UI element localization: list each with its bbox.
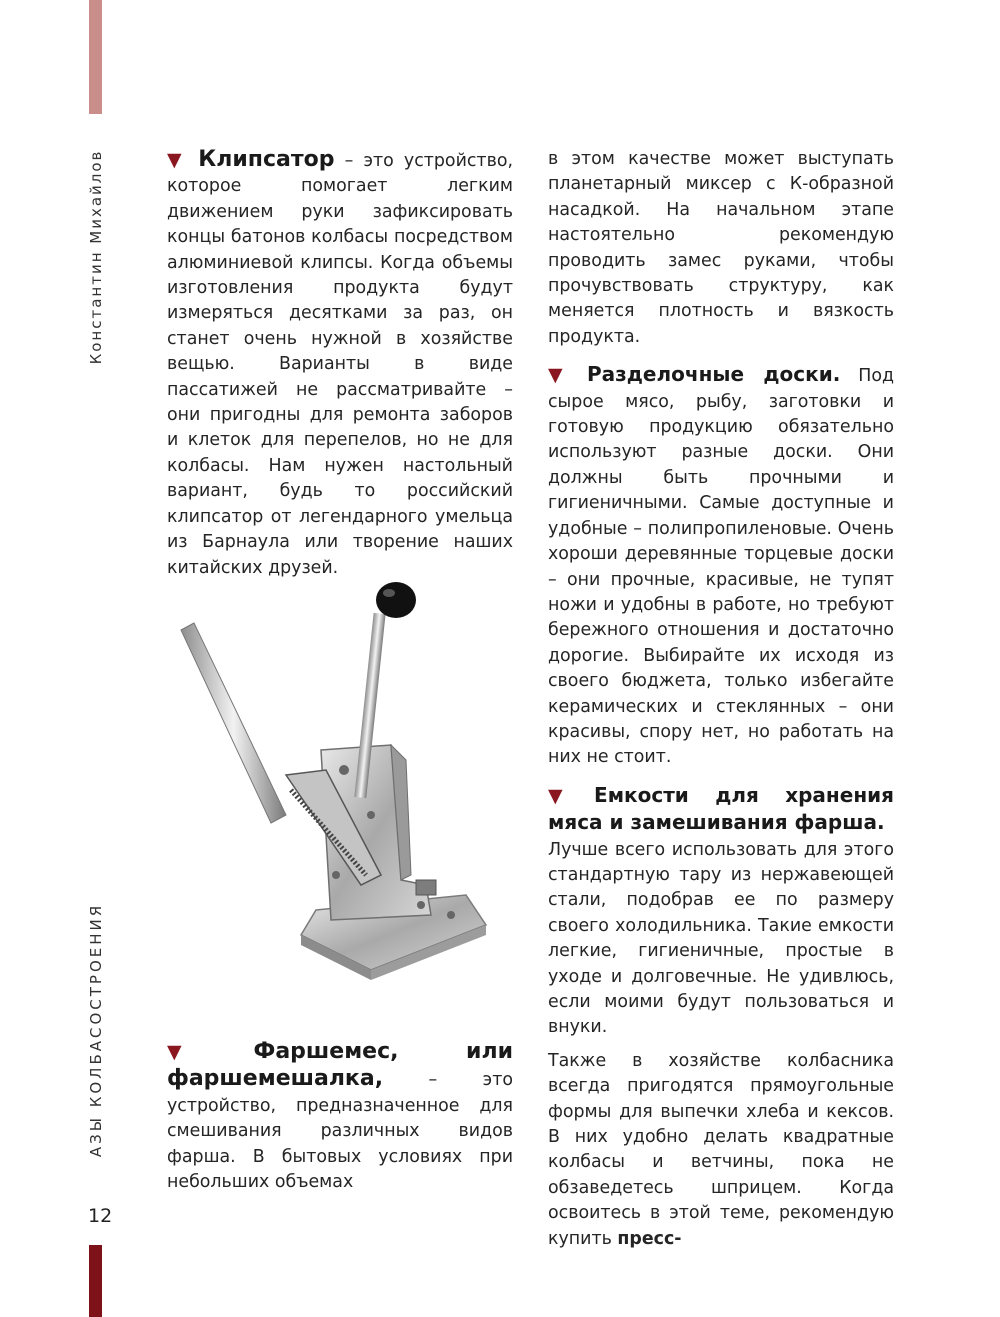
farshemes-text: – это устройство, предназначенное для смешивания различных видов фарша. В бытовых условиях при небольших объемах [167,1070,513,1192]
boards-term: Разделочные доски. [586,362,841,387]
farshemes-term: Фаршемес, или фаршемешалка, [167,1038,513,1092]
extra-bold-tail: пресс- [617,1228,682,1249]
triangle-down-icon: ▼ [548,784,583,807]
clipsator-term: Клипсатор [198,147,335,172]
clipsator-paragraph [167,147,513,581]
containers-heading [548,783,894,838]
triangle-down-icon: ▼ [167,1040,242,1063]
top-accent-bar [89,0,102,114]
containers-text: Лучше всего использовать для этого стандартную тару из нержавеющей стали, подобрав ее по размеру своего холодильника. Такие емкости легкие, гигиеничные, простые в уходе и долговечные. Не удивлюсь, если моими будут пользоваться и внуки. [548,839,894,1038]
extra-text: Также в хозяйстве колбасника всегда пригодятся прямоугольные формы для выпечки хлеба и кексов. В них удобно делать квадратные колбасы и ветчины, пока не обзаведетесь шприцем. Когда освоитесь в этой теме, рекомендую купить [548,1050,894,1249]
farshemes-paragraph [167,1039,513,1195]
running-book-title: АЗЫ КОЛБАСОСТРОЕНИЯ [87,902,105,1158]
right-column [548,147,894,1252]
clipsator-photo [166,575,512,995]
triangle-down-icon: ▼ [548,364,575,387]
boards-paragraph [548,362,894,771]
triangle-down-icon: ▼ [167,149,187,171]
continuation-paragraph: в этом качестве может выступать планетарный миксер с К-образной насадкой. На начальном этапе настоятельно рекомендую проводить замес руками, чтобы прочувствовать структуру, как меняется плотность и вязкость продукта. [548,149,894,347]
clipsator-text: – это устройство, которое помогает легким движением руки зафиксировать концы батонов колбасы посредством алюминиевой клипсы. Когда объемы изготовления продукта будут измеряться десятками за раз, он станет очень нужной в хозяйстве вещью. Варианты в виде пассатижей не рассматривайте – они пригодны для ремонта заборов и клеток для перепелов, но не для колбасы. Нам нужен настольный вариант, будь то российский клипсатор от легендарного умельца из Барнаула или творение наших китайских друзей. [167,151,513,578]
extra-paragraph [548,1049,894,1252]
page-number: 12 [88,1205,113,1227]
containers-term: Емкости для хранения мяса и замешивания фарша. [548,782,894,835]
bottom-accent-bar [89,1245,102,1317]
running-author: Константин Михайлов [87,149,105,365]
boards-text: Под сырое мясо, рыбу, заготовки и готовую продукцию обязательно используют разные доски. Они должны быть прочными и гигиеничными. Самые доступные и удобные – полипропиленовые. Очень хороши деревянные торцевые доски – они прочные, красивые, не тупят ножи и удобны в работе, но требуют бережного отношения и достаточно дорогие. Выбирайте их исходя из своего бюджета, только избегайте керамических и стеклянных – они красивы, спору нет, но работать на них не стоит. [548,366,894,768]
